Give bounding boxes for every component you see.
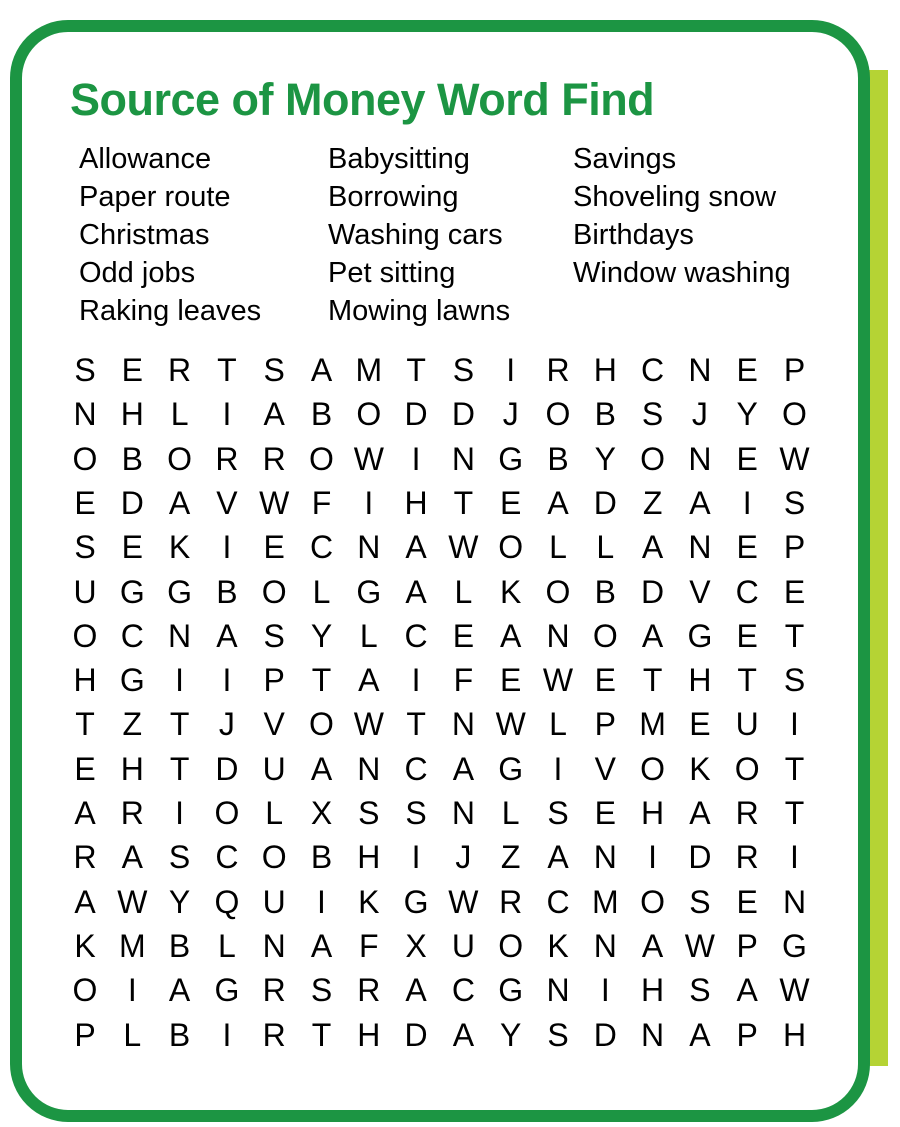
grid-letter[interactable]: B [216, 573, 238, 610]
grid-letter[interactable]: J [455, 839, 472, 876]
grid-letter[interactable]: E [121, 352, 143, 388]
grid-letter[interactable]: U [451, 927, 475, 964]
grid-letter[interactable]: O [640, 750, 666, 787]
grid-letter[interactable]: D [593, 1016, 617, 1053]
grid-letter[interactable]: H [120, 396, 144, 433]
grid-letter[interactable]: E [121, 529, 143, 566]
grid-letter[interactable]: O [592, 617, 618, 654]
grid-letter[interactable]: F [311, 484, 332, 521]
grid-letter[interactable]: U [735, 706, 759, 743]
grid-letter[interactable]: I [553, 750, 563, 787]
grid-letter[interactable]: M [355, 352, 383, 388]
grid-letter[interactable]: M [591, 883, 619, 920]
grid-letter[interactable]: E [736, 352, 758, 388]
grid-letter[interactable]: T [642, 662, 663, 699]
grid-letter[interactable]: S [310, 972, 333, 1009]
grid-letter[interactable]: D [641, 573, 665, 610]
grid-letter[interactable]: B [594, 396, 616, 433]
grid-letter[interactable]: A [168, 484, 191, 521]
grid-letter[interactable]: K [358, 883, 380, 920]
grid-letter[interactable]: S [168, 839, 191, 876]
grid-letter[interactable]: R [735, 795, 759, 831]
grid-letter[interactable]: L [217, 927, 236, 964]
grid-letter[interactable]: Z [122, 706, 143, 743]
grid-letter[interactable]: Y [168, 883, 191, 920]
grid-letter[interactable]: Y [736, 396, 758, 433]
grid-letter[interactable]: K [168, 529, 191, 566]
grid-letter[interactable]: V [689, 573, 711, 610]
word-item: Babysitting [328, 143, 470, 175]
grid-letter[interactable]: H [641, 972, 665, 1009]
grid-letter[interactable]: B [547, 440, 569, 477]
grid-letter[interactable]: I [222, 662, 232, 699]
grid-letter[interactable]: O [72, 440, 98, 477]
grid-letter[interactable]: A [689, 484, 711, 521]
grid-letter[interactable]: P [74, 1016, 96, 1053]
grid-letter[interactable]: L [501, 795, 520, 831]
grid-letter[interactable]: K [689, 750, 711, 787]
grid-letter[interactable]: E [736, 529, 758, 566]
word-item: Raking leaves [79, 295, 262, 327]
grid-letter[interactable]: K [500, 573, 522, 610]
grid-letter[interactable]: F [453, 662, 474, 699]
grid-letter[interactable]: H [357, 1016, 381, 1053]
grid-letter[interactable]: R [168, 352, 192, 388]
grid-letter[interactable]: I [175, 795, 185, 831]
grid-letter[interactable]: B [121, 440, 143, 477]
grid-letter[interactable]: A [74, 795, 96, 831]
grid-letter[interactable]: E [263, 529, 285, 566]
grid-letter[interactable]: Z [500, 839, 521, 876]
grid-letter[interactable]: R [262, 1016, 286, 1053]
grid-letter[interactable]: T [217, 352, 237, 388]
grid-letter[interactable]: G [356, 573, 382, 610]
grid-letter[interactable]: Y [310, 617, 333, 654]
word-item: Paper route [79, 181, 231, 213]
grid-letter[interactable]: A [452, 1016, 475, 1053]
grid-letter[interactable]: T [169, 750, 190, 787]
grid-letter[interactable]: H [120, 750, 144, 787]
grid-letter[interactable]: G [687, 617, 713, 654]
grid-letter[interactable]: F [359, 927, 379, 964]
grid-letter[interactable]: A [736, 972, 758, 1009]
grid-letter[interactable]: R [262, 972, 286, 1009]
grid-letter[interactable]: L [265, 795, 284, 831]
grid-letter[interactable]: P [736, 1016, 758, 1053]
grid-letter[interactable]: T [75, 706, 95, 743]
word-item: Odd jobs [79, 257, 196, 289]
word-item: Christmas [79, 219, 210, 251]
grid-letter[interactable]: E [736, 883, 758, 920]
grid-letter[interactable]: D [451, 396, 475, 433]
grid-letter[interactable]: O [782, 396, 807, 433]
grid-letter[interactable]: R [215, 440, 239, 477]
grid-letter[interactable]: A [74, 883, 96, 920]
grid-letter[interactable]: D [593, 484, 617, 521]
grid-letter[interactable]: E [594, 662, 616, 699]
grid-letter[interactable]: E [736, 617, 758, 654]
grid-letter[interactable]: H [73, 662, 97, 699]
grid-letter[interactable]: N [262, 927, 286, 964]
grid-letter[interactable]: O [167, 440, 193, 477]
grid-letter[interactable]: O [734, 750, 760, 787]
grid-letter[interactable]: N [546, 617, 570, 654]
word-item: Window washing [573, 257, 791, 289]
grid-letter[interactable]: R [73, 839, 97, 876]
grid-letter[interactable]: B [310, 839, 333, 876]
grid-letter[interactable]: N [168, 617, 192, 654]
grid-letter[interactable]: R [262, 440, 286, 477]
grid-letter[interactable]: G [498, 972, 524, 1009]
grid-letter[interactable]: U [73, 573, 97, 610]
grid-letter[interactable]: D [404, 1016, 428, 1053]
grid-letter[interactable]: S [263, 352, 285, 388]
grid-letter[interactable]: N [451, 440, 475, 477]
grid-letter[interactable]: I [222, 529, 232, 566]
grid-letter[interactable]: L [596, 529, 615, 566]
puzzle-title: Source of Money Word Find [70, 74, 655, 125]
grid-letter[interactable]: C [120, 617, 144, 654]
grid-letter[interactable]: O [545, 396, 571, 433]
grid-letter[interactable]: O [498, 529, 524, 566]
grid-letter[interactable]: A [452, 750, 475, 787]
grid-letter[interactable]: B [168, 927, 191, 964]
grid-letter[interactable]: O [72, 617, 98, 654]
grid-letter[interactable]: P [783, 352, 806, 388]
grid-letter[interactable]: I [175, 662, 185, 699]
grid-letter[interactable]: I [317, 883, 326, 920]
grid-letter[interactable]: R [499, 883, 523, 920]
grid-letter[interactable]: S [74, 529, 96, 566]
grid-letter[interactable]: S [547, 1016, 569, 1053]
grid-letter[interactable]: C [451, 972, 475, 1009]
grid-letter[interactable]: J [691, 396, 708, 433]
grid-letter[interactable]: A [405, 573, 427, 610]
grid-letter[interactable]: Y [500, 1016, 522, 1053]
grid-letter[interactable]: G [214, 972, 240, 1009]
grid-letter[interactable]: I [648, 839, 658, 876]
grid-letter[interactable]: A [547, 839, 569, 876]
grid-letter[interactable]: I [600, 972, 610, 1009]
grid-letter[interactable]: S [74, 352, 96, 388]
grid-letter[interactable]: S [263, 617, 285, 654]
grid-letter[interactable]: A [405, 972, 427, 1009]
grid-letter[interactable]: H [782, 1016, 807, 1053]
grid-letter[interactable]: T [737, 662, 757, 699]
grid-letter[interactable]: I [411, 839, 421, 876]
grid-letter[interactable]: V [594, 750, 616, 787]
grid-letter[interactable]: K [547, 927, 569, 964]
grid-letter[interactable]: W [779, 972, 810, 1009]
grid-letter[interactable]: W [542, 662, 574, 699]
grid-letter[interactable]: N [688, 352, 712, 388]
grid-letter[interactable]: A [641, 927, 664, 964]
grid-letter[interactable]: I [790, 839, 799, 876]
grid-letter[interactable]: P [594, 706, 616, 743]
grid-letter[interactable]: H [357, 839, 381, 876]
grid-letter[interactable]: I [506, 352, 516, 388]
grid-letter[interactable]: H [593, 352, 617, 388]
grid-letter[interactable]: N [451, 795, 475, 831]
grid-letter[interactable]: A [641, 617, 664, 654]
grid-letter[interactable]: O [498, 927, 524, 964]
word-list-column-2 [328, 140, 510, 330]
grid-letter[interactable]: I [364, 484, 374, 521]
grid-letter[interactable]: O [640, 440, 666, 477]
grid-letter[interactable]: T [784, 617, 805, 654]
word-list-column-3 [573, 140, 791, 292]
word-item: Savings [573, 143, 677, 175]
grid-letter[interactable]: O [214, 795, 240, 831]
grid-letter[interactable]: A [689, 1016, 711, 1053]
grid-letter[interactable]: N [593, 839, 617, 876]
grid-letter[interactable]: P [783, 529, 806, 566]
grid-letter[interactable]: J [218, 706, 235, 743]
grid-letter[interactable]: I [411, 662, 421, 699]
word-item: Washing cars [328, 219, 503, 251]
grid-letter[interactable]: T [784, 750, 805, 787]
grid-letter[interactable]: H [688, 662, 712, 699]
grid-letter[interactable]: Z [642, 484, 663, 521]
grid-letter[interactable]: E [74, 484, 96, 521]
grid-letter[interactable]: L [549, 529, 567, 566]
grid-letter[interactable]: B [594, 573, 616, 610]
grid-letter[interactable]: N [688, 440, 712, 477]
grid-letter[interactable]: M [118, 927, 146, 964]
grid-letter[interactable]: O [640, 883, 666, 920]
grid-letter[interactable]: N [357, 750, 381, 787]
word-item: Pet sitting [328, 257, 456, 289]
grid-letter[interactable]: I [127, 972, 137, 1009]
grid-letter[interactable]: W [353, 706, 384, 743]
grid-letter[interactable]: S [783, 484, 806, 521]
grid-letter[interactable]: Y [594, 440, 616, 477]
grid-letter[interactable]: P [263, 662, 285, 699]
grid-letter[interactable]: A [689, 795, 711, 831]
grid-letter[interactable]: W [259, 484, 290, 521]
grid-letter[interactable]: O [261, 573, 287, 610]
grid-letter[interactable]: C [641, 352, 665, 388]
grid-letter[interactable]: A [168, 972, 191, 1009]
grid-letter[interactable]: C [215, 839, 239, 876]
grid-letter[interactable]: I [222, 1016, 232, 1053]
grid-letter[interactable]: E [500, 662, 522, 699]
grid-letter[interactable]: L [123, 1016, 142, 1053]
grid-letter[interactable]: O [356, 396, 382, 433]
word-item: Allowance [79, 143, 212, 175]
grid-letter[interactable]: I [411, 440, 421, 477]
grid-letter[interactable]: W [448, 883, 479, 920]
grid-letter[interactable]: S [689, 883, 711, 920]
grid-letter[interactable]: L [170, 396, 189, 433]
grid-letter[interactable]: S [405, 795, 427, 831]
grid-letter[interactable]: C [309, 529, 334, 566]
grid-letter[interactable]: X [405, 927, 427, 964]
grid-letter[interactable]: G [498, 750, 524, 787]
grid-letter[interactable]: W [684, 927, 715, 964]
grid-letter[interactable]: A [405, 529, 427, 566]
grid-letter[interactable]: E [452, 617, 475, 654]
grid-letter[interactable]: O [309, 440, 334, 477]
grid-letter[interactable]: G [782, 927, 807, 964]
grid-letter[interactable]: T [406, 706, 426, 743]
grid-letter[interactable]: A [310, 750, 333, 787]
grid-letter[interactable]: N [782, 883, 807, 920]
grid-letter[interactable]: S [783, 662, 806, 699]
grid-letter[interactable]: T [311, 662, 332, 699]
grid-letter[interactable]: N [641, 1016, 665, 1053]
grid-letter[interactable]: D [215, 750, 239, 787]
grid-letter[interactable]: D [404, 396, 428, 433]
grid-letter[interactable]: I [790, 706, 799, 743]
grid-letter[interactable]: V [216, 484, 238, 521]
grid-letter[interactable]: N [688, 529, 712, 566]
grid-letter[interactable]: T [311, 1016, 332, 1053]
grid-letter[interactable]: I [742, 484, 752, 521]
grid-letter[interactable]: E [594, 795, 616, 831]
grid-letter[interactable]: S [641, 396, 664, 433]
grid-letter[interactable]: A [641, 529, 664, 566]
grid-letter[interactable]: A [121, 839, 143, 876]
grid-letter[interactable]: W [117, 883, 148, 920]
grid-letter[interactable]: G [167, 573, 193, 610]
grid-letter[interactable]: X [310, 795, 333, 831]
grid-letter[interactable]: T [784, 795, 805, 831]
grid-letter[interactable]: M [639, 706, 666, 743]
word-item: Shoveling snow [573, 181, 777, 213]
grid-letter[interactable]: P [736, 927, 758, 964]
grid-letter[interactable]: A [547, 484, 569, 521]
grid-letter[interactable]: U [262, 750, 286, 787]
grid-letter[interactable]: G [498, 440, 524, 477]
grid-letter[interactable]: R [357, 972, 381, 1009]
grid-letter[interactable]: L [312, 573, 331, 610]
grid-letter[interactable]: C [404, 617, 428, 654]
grid-letter[interactable]: W [353, 440, 384, 477]
grid-letter[interactable]: J [502, 396, 519, 433]
grid-letter[interactable]: B [310, 396, 333, 433]
grid-letter[interactable]: E [74, 750, 96, 787]
grid-letter[interactable]: S [452, 352, 475, 388]
grid-letter[interactable]: A [310, 927, 333, 964]
grid-letter[interactable]: O [261, 839, 287, 876]
grid-letter[interactable]: Q [214, 883, 240, 920]
grid-letter[interactable]: H [641, 795, 665, 831]
grid-letter[interactable]: S [689, 972, 711, 1009]
grid-letter[interactable]: D [120, 484, 144, 521]
grid-letter[interactable]: R [546, 352, 570, 388]
grid-letter[interactable]: G [119, 662, 145, 699]
grid-letter[interactable]: O [309, 706, 334, 743]
grid-letter[interactable]: L [359, 617, 378, 654]
grid-letter[interactable]: L [454, 573, 473, 610]
grid-letter[interactable]: A [358, 662, 380, 699]
word-list-column-1 [79, 140, 261, 330]
grid-letter[interactable]: N [593, 927, 617, 964]
grid-letter[interactable]: W [495, 706, 526, 743]
grid-letter[interactable]: A [216, 617, 238, 654]
grid-letter[interactable]: A [500, 617, 522, 654]
grid-letter[interactable]: W [448, 529, 479, 566]
grid-letter[interactable]: T [453, 484, 474, 521]
grid-letter[interactable]: U [262, 883, 286, 920]
grid-letter[interactable]: A [310, 352, 333, 388]
grid-letter[interactable]: G [403, 883, 429, 920]
grid-letter[interactable]: E [689, 706, 711, 743]
grid-letter[interactable]: R [120, 795, 144, 831]
grid-letter[interactable]: B [168, 1016, 191, 1053]
grid-letter[interactable]: T [169, 706, 190, 743]
grid-letter[interactable]: N [451, 706, 475, 743]
grid-letter[interactable]: S [358, 795, 380, 831]
grid-letter[interactable]: E [500, 484, 522, 521]
grid-letter[interactable]: V [263, 706, 285, 743]
grid-letter[interactable]: K [74, 927, 96, 964]
grid-letter[interactable]: E [736, 440, 758, 477]
grid-letter[interactable]: L [549, 706, 567, 743]
grid-letter[interactable]: H [404, 484, 428, 521]
grid-letter[interactable]: T [406, 352, 426, 388]
grid-letter[interactable]: C [735, 573, 759, 610]
grid-letter[interactable]: I [222, 396, 232, 433]
grid-letter[interactable]: N [357, 529, 381, 566]
grid-letter[interactable]: S [547, 795, 569, 831]
word-item: Mowing lawns [328, 295, 511, 327]
grid-letter[interactable]: N [73, 396, 97, 433]
grid-letter[interactable]: O [545, 573, 571, 610]
grid-letter[interactable]: O [72, 972, 98, 1009]
word-item: Birthdays [573, 219, 694, 251]
grid-letter[interactable]: D [688, 839, 712, 876]
grid-letter[interactable]: A [263, 396, 285, 433]
grid-letter[interactable]: R [735, 839, 759, 876]
grid-letter[interactable]: G [119, 573, 145, 610]
grid-letter[interactable]: N [546, 972, 570, 1009]
word-item: Borrowing [328, 181, 459, 213]
grid-letter[interactable]: C [404, 750, 428, 787]
grid-letter[interactable]: W [779, 440, 810, 477]
grid-letter[interactable]: E [783, 573, 806, 610]
grid-letter[interactable]: C [546, 883, 570, 920]
